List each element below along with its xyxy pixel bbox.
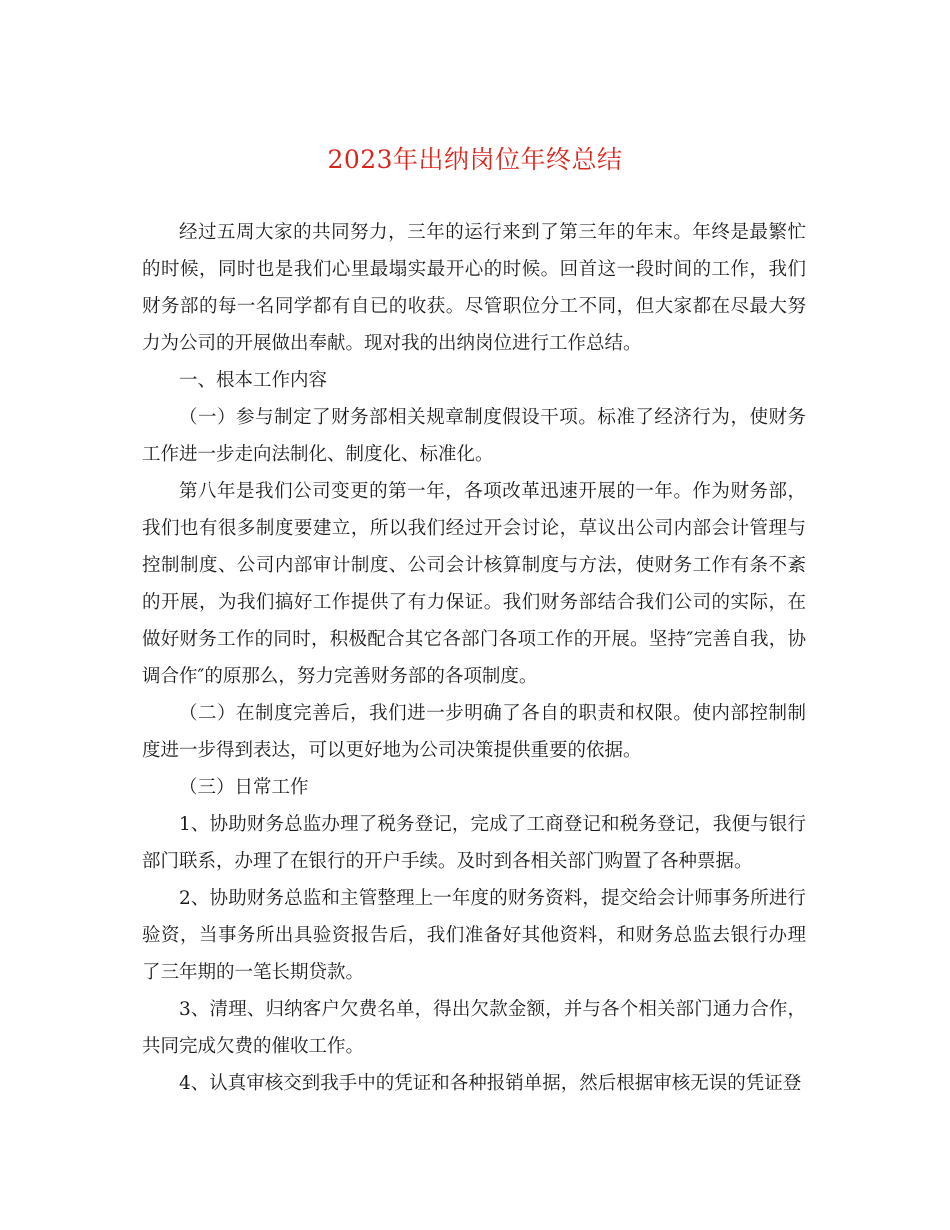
paragraph-intro: 经过五周大家的共同努力，三年的运行来到了第三年的年末。年终是最繁忙的时候，同时也是我们心里最塌实最开心的时候。回首这一段时间的工作，我们财务部的每一名同学都有自已的收获。尽管职位分工不同，但大家都在尽最大努力为公司的开展做出奉献。现对我的出纳岗位进行工作总结。 bbox=[142, 222, 806, 354]
paragraph-daily-3: 3、清理、归纳客户欠费名单，得出欠款金额，并与各个相关部门通力合作，共同完成欠费的催收工作。 bbox=[142, 999, 806, 1057]
paragraph-year-eight: 第八年是我们公司变更的第一年，各项改革迅速开展的一年。作为财务部，我们也有很多制度要建立，所以我们经过开会讨论，草议出公司内部会计管理与控制制度、公司内部审计制度、公司会计核算制度与方法，使财务工作有条不紊的开展，为我们搞好工作提供了有力保证。我们财务部结合我们公司的实际，在做好财务工作的同时，积极配合其它各部门各项工作的开展。坚持″完善自我，协调合作″的原那么，努力完善财务部的各项制度。 bbox=[142, 481, 806, 687]
paragraph-item-1: （一）参与制定了财务部相关规章制度假设干项。标准了经济行为，使财务工作进一步走向法制化、制度化、标准化。 bbox=[142, 407, 806, 465]
paragraph-daily-2: 2、协助财务总监和主管整理上一年度的财务资料，提交给会计师事务所进行验资，当事务所出具验资报告后，我们准备好其他资料，和财务总监去银行办理了三年期的一笔长期贷款。 bbox=[142, 888, 806, 983]
heading-daily-work: （三）日常工作 bbox=[179, 777, 309, 798]
document-title: 2023年出纳岗位年终总结 bbox=[327, 145, 623, 174]
paragraph-daily-1: 1、协助财务总监办理了税务登记，完成了工商登记和税务登记，我便与银行部门联系，办理了在银行的开户手续。及时到各相关部门购置了各种票据。 bbox=[142, 814, 806, 872]
heading-basic-work: 一、根本工作内容 bbox=[179, 370, 328, 391]
document-body bbox=[142, 214, 806, 1102]
paragraph-item-2: （二）在制度完善后，我们进一步明确了各自的职责和权限。使内部控制制度进一步得到表达，可以更好地为公司决策提供重要的依据。 bbox=[142, 703, 806, 761]
paragraph-daily-4: 4、认真审核交到我手中的凭证和各种报销单据，然后根据审核无误的凭证登 bbox=[179, 1073, 802, 1094]
